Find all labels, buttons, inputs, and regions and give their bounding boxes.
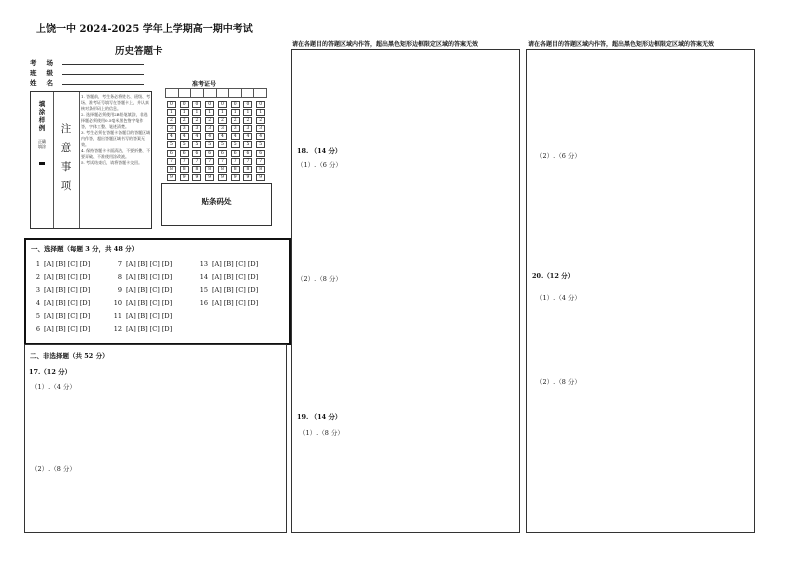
digit-bubble-cell xyxy=(242,117,255,125)
exam-number-cell[interactable] xyxy=(179,88,192,98)
choice-question-11 xyxy=(112,312,172,320)
digit-bubble[interactable]: 3 xyxy=(192,125,201,132)
question-19-label: 19. （14 分） xyxy=(297,413,342,421)
digit-bubble[interactable]: 0 xyxy=(180,101,189,108)
fill-example-correct: 正确填涂 xyxy=(38,139,46,149)
notice-item: 5. 考试结束后，请将答题卡交回。 xyxy=(81,160,143,165)
digit-row xyxy=(165,133,267,141)
digit-bubble-cell xyxy=(178,141,191,149)
info-label: 考场 xyxy=(30,59,63,67)
digit-bubble[interactable]: 6 xyxy=(180,150,189,157)
exam-number-bubble-grid[interactable] xyxy=(165,101,267,182)
digit-bubble[interactable]: 3 xyxy=(205,125,214,132)
exam-number-cell[interactable] xyxy=(191,88,204,98)
digit-bubble-cell xyxy=(254,101,267,109)
digit-bubble[interactable]: 9 xyxy=(205,174,214,181)
digit-bubble[interactable]: 6 xyxy=(243,150,252,157)
question-number: 4 xyxy=(35,299,40,307)
digit-bubble-cell xyxy=(242,166,255,174)
digit-bubble-cell xyxy=(242,158,255,166)
digit-bubble[interactable]: 4 xyxy=(205,133,214,140)
answer-options[interactable]: [A] [B] [C] [D] xyxy=(126,286,173,294)
digit-bubble[interactable]: 9 xyxy=(256,174,265,181)
digit-bubble-cell xyxy=(229,117,242,125)
notice-text xyxy=(81,94,151,166)
digit-bubble[interactable]: 5 xyxy=(256,141,265,148)
choice-question-5 xyxy=(30,312,90,320)
question-18-part-1: （1）.（6 分） xyxy=(297,161,342,169)
exam-number-cell[interactable] xyxy=(254,88,267,98)
digit-bubble-cell xyxy=(216,174,229,182)
question-number: 7 xyxy=(117,260,122,268)
answer-area-warning: 请在各题目的答题区域内作答，超出黑色矩形边框限定区域的答案无效 xyxy=(292,41,479,48)
digit-row xyxy=(165,125,267,133)
digit-bubble-cell xyxy=(254,109,267,117)
digit-bubble-cell xyxy=(203,150,216,158)
digit-bubble[interactable]: 8 xyxy=(231,166,240,173)
digit-row xyxy=(165,166,267,174)
digit-bubble[interactable]: 1 xyxy=(180,109,189,116)
digit-bubble-cell xyxy=(216,117,229,125)
notice-item: 3. 考生必须在答题卡各题目的答题区域内作答，超出答题区域书写的答案无效。 xyxy=(81,130,151,147)
notice-box xyxy=(30,91,152,229)
digit-bubble-cell xyxy=(229,166,242,174)
answer-options[interactable]: [A] [B] [C] [D] xyxy=(44,286,91,294)
digit-bubble[interactable]: 0 xyxy=(218,101,227,108)
digit-bubble-cell xyxy=(191,101,204,109)
digit-bubble-cell xyxy=(165,141,178,149)
digit-row xyxy=(165,174,267,182)
choice-question-4 xyxy=(30,299,90,307)
info-row-name xyxy=(30,78,63,87)
answer-column-2[interactable] xyxy=(291,49,520,533)
choice-question-12 xyxy=(112,325,172,333)
nonchoice-section-title: 二、非选择题（共 52 分） xyxy=(30,352,109,360)
digit-bubble-cell xyxy=(242,101,255,109)
digit-bubble[interactable]: 7 xyxy=(218,158,227,165)
digit-bubble[interactable]: 5 xyxy=(192,141,201,148)
digit-bubble[interactable]: 4 xyxy=(167,133,176,140)
digit-row xyxy=(165,158,267,166)
digit-bubble-cell xyxy=(165,125,178,133)
digit-bubble[interactable]: 2 xyxy=(243,117,252,124)
choice-question-9 xyxy=(112,286,172,294)
notice-title: 注意事项 xyxy=(60,123,72,192)
exam-number-cell[interactable] xyxy=(242,88,255,98)
digit-bubble[interactable]: 3 xyxy=(167,125,176,132)
digit-bubble[interactable]: 6 xyxy=(218,150,227,157)
choice-question-8 xyxy=(112,273,172,281)
digit-bubble-cell xyxy=(203,174,216,182)
digit-bubble[interactable]: 6 xyxy=(192,150,201,157)
digit-bubble-cell xyxy=(191,117,204,125)
digit-bubble-cell xyxy=(191,133,204,141)
digit-bubble-cell xyxy=(191,125,204,133)
digit-bubble-cell xyxy=(178,125,191,133)
digit-bubble[interactable]: 4 xyxy=(192,133,201,140)
class-field[interactable] xyxy=(62,74,144,75)
digit-bubble[interactable]: 5 xyxy=(243,141,252,148)
digit-bubble[interactable]: 9 xyxy=(167,174,176,181)
exam-number-cell[interactable] xyxy=(204,88,217,98)
digit-bubble-cell xyxy=(216,141,229,149)
digit-bubble[interactable]: 6 xyxy=(205,150,214,157)
fill-example-column xyxy=(31,92,54,228)
digit-bubble-cell xyxy=(191,150,204,158)
digit-bubble-cell xyxy=(178,101,191,109)
digit-bubble-cell xyxy=(165,133,178,141)
answer-options[interactable]: [A] [B] [C] [D] xyxy=(126,325,173,333)
digit-bubble[interactable]: 2 xyxy=(205,117,214,124)
digit-bubble[interactable]: 1 xyxy=(218,109,227,116)
digit-bubble[interactable]: 1 xyxy=(243,109,252,116)
digit-bubble[interactable]: 5 xyxy=(167,141,176,148)
digit-bubble-cell xyxy=(229,141,242,149)
choice-question-3 xyxy=(30,286,90,294)
page-title: 上饶一中 2024-2025 学年上学期高一期中考试 xyxy=(36,24,253,35)
exam-number-cell[interactable] xyxy=(217,88,230,98)
question-20-label: 20.（12 分） xyxy=(532,272,575,280)
digit-bubble[interactable]: 2 xyxy=(180,117,189,124)
digit-bubble-cell xyxy=(242,141,255,149)
digit-bubble-cell xyxy=(254,174,267,182)
digit-bubble[interactable]: 2 xyxy=(231,117,240,124)
digit-bubble[interactable]: 4 xyxy=(256,133,265,140)
exam-number-title: 准考证号 xyxy=(192,81,217,88)
digit-bubble-cell xyxy=(216,109,229,117)
digit-bubble-cell xyxy=(203,125,216,133)
digit-bubble-cell xyxy=(216,158,229,166)
digit-bubble[interactable]: 2 xyxy=(192,117,201,124)
digit-bubble-cell xyxy=(191,166,204,174)
choice-question-15 xyxy=(198,286,258,294)
question-20-part-2: （2）.（8 分） xyxy=(536,378,581,386)
digit-bubble-cell xyxy=(178,133,191,141)
digit-bubble[interactable]: 1 xyxy=(192,109,201,116)
digit-bubble-cell xyxy=(165,101,178,109)
digit-bubble-cell xyxy=(254,117,267,125)
answer-options[interactable]: [A] [B] [C] [D] xyxy=(126,260,173,268)
info-label: 姓名 xyxy=(30,79,63,87)
answer-column-3[interactable] xyxy=(526,49,755,533)
digit-bubble[interactable]: 8 xyxy=(243,166,252,173)
info-row-class xyxy=(30,68,63,77)
digit-bubble-cell xyxy=(229,158,242,166)
digit-bubble-cell xyxy=(242,109,255,117)
digit-bubble[interactable]: 7 xyxy=(256,158,265,165)
digit-bubble[interactable]: 5 xyxy=(218,141,227,148)
digit-bubble[interactable]: 8 xyxy=(218,166,227,173)
question-number: 16 xyxy=(199,299,208,307)
digit-bubble[interactable]: 9 xyxy=(243,174,252,181)
exam-number-cell[interactable] xyxy=(165,88,179,98)
digit-bubble[interactable]: 7 xyxy=(231,158,240,165)
digit-bubble-cell xyxy=(254,166,267,174)
digit-bubble-cell xyxy=(178,150,191,158)
filled-mark-icon xyxy=(39,162,45,165)
notice-item: 2. 选择题必须使用2B铅笔填涂，非选择题必须使用0.5毫米黑色签字笔作答，字体工整、笔迹清楚。 xyxy=(81,112,148,129)
digit-bubble[interactable]: 7 xyxy=(243,158,252,165)
digit-bubble[interactable]: 5 xyxy=(180,141,189,148)
digit-row xyxy=(165,109,267,117)
digit-bubble-cell xyxy=(229,125,242,133)
question-number: 11 xyxy=(113,312,122,320)
digit-bubble-cell xyxy=(229,109,242,117)
digit-bubble-cell xyxy=(254,125,267,133)
digit-bubble-cell xyxy=(178,109,191,117)
digit-bubble-cell xyxy=(203,133,216,141)
answer-options[interactable]: [A] [B] [C] [D] xyxy=(126,312,173,320)
answer-options[interactable]: [A] [B] [C] [D] xyxy=(126,273,173,281)
digit-bubble-cell xyxy=(229,133,242,141)
digit-bubble[interactable]: 0 xyxy=(256,101,265,108)
choice-question-1 xyxy=(30,260,90,268)
question-number: 3 xyxy=(35,286,40,294)
digit-bubble-cell xyxy=(203,117,216,125)
digit-bubble-cell xyxy=(203,158,216,166)
answer-options[interactable]: [A] [B] [C] [D] xyxy=(212,286,259,294)
digit-bubble[interactable]: 4 xyxy=(231,133,240,140)
digit-bubble-cell xyxy=(242,150,255,158)
question-number: 8 xyxy=(117,273,122,281)
digit-bubble-cell xyxy=(254,141,267,149)
digit-bubble-cell xyxy=(178,174,191,182)
choice-section xyxy=(24,238,291,345)
digit-bubble-cell xyxy=(242,174,255,182)
digit-bubble-cell xyxy=(191,174,204,182)
digit-bubble[interactable]: 4 xyxy=(218,133,227,140)
exam-room-field[interactable] xyxy=(62,64,144,65)
answer-options[interactable]: [A] [B] [C] [D] xyxy=(212,260,259,268)
question-number: 6 xyxy=(35,325,40,333)
digit-row xyxy=(165,101,267,109)
nonchoice-section[interactable] xyxy=(24,344,287,533)
question-19-part-1: （1）.（8 分） xyxy=(299,429,344,437)
choice-question-13 xyxy=(198,260,258,268)
question-17-part-2: （2）.（8 分） xyxy=(31,465,76,473)
digit-bubble-cell xyxy=(191,158,204,166)
notice-title-column xyxy=(53,92,80,228)
question-number: 1 xyxy=(35,260,40,268)
digit-bubble[interactable]: 1 xyxy=(256,109,265,116)
digit-bubble[interactable]: 5 xyxy=(231,141,240,148)
digit-bubble[interactable]: 9 xyxy=(180,174,189,181)
question-18-part-2: （2）.（8 分） xyxy=(297,275,342,283)
answer-options[interactable]: [A] [B] [C] [D] xyxy=(126,299,173,307)
digit-bubble[interactable]: 1 xyxy=(231,109,240,116)
digit-bubble[interactable]: 5 xyxy=(205,141,214,148)
digit-bubble[interactable]: 3 xyxy=(231,125,240,132)
digit-bubble-cell xyxy=(178,166,191,174)
digit-bubble[interactable]: 0 xyxy=(243,101,252,108)
choice-question-6 xyxy=(30,325,90,333)
digit-bubble-cell xyxy=(216,166,229,174)
answer-options[interactable]: [A] [B] [C] [D] xyxy=(44,325,91,333)
notice-item: 4. 保持答题卡卡面清洁，不要折叠、不要弄破、不准使用涂改液。 xyxy=(81,148,151,159)
digit-bubble[interactable]: 3 xyxy=(180,125,189,132)
digit-bubble[interactable]: 8 xyxy=(205,166,214,173)
digit-bubble-cell xyxy=(254,150,267,158)
digit-bubble-cell xyxy=(216,150,229,158)
question-number: 15 xyxy=(199,286,208,294)
digit-bubble[interactable]: 1 xyxy=(205,109,214,116)
info-label: 班级 xyxy=(30,69,63,77)
digit-bubble[interactable]: 3 xyxy=(256,125,265,132)
info-row-exam-room xyxy=(30,58,63,67)
choice-question-14 xyxy=(198,273,258,281)
exam-number-cell[interactable] xyxy=(229,88,242,98)
digit-row xyxy=(165,150,267,158)
digit-bubble-cell xyxy=(165,166,178,174)
digit-bubble[interactable]: 7 xyxy=(167,158,176,165)
exam-number-write-boxes[interactable] xyxy=(165,88,267,98)
question-number: 13 xyxy=(199,260,208,268)
question-number: 9 xyxy=(117,286,122,294)
digit-bubble[interactable]: 7 xyxy=(180,158,189,165)
answer-options[interactable]: [A] [B] [C] [D] xyxy=(212,273,259,281)
answer-options[interactable]: [A] [B] [C] [D] xyxy=(44,312,91,320)
digit-bubble[interactable]: 0 xyxy=(205,101,214,108)
digit-bubble[interactable]: 8 xyxy=(256,166,265,173)
digit-bubble[interactable]: 6 xyxy=(167,150,176,157)
question-20-part-1: （1）.（4 分） xyxy=(536,294,581,302)
digit-bubble-cell xyxy=(203,141,216,149)
fill-example-title: 填涂样例 xyxy=(38,100,46,132)
answer-area-warning: 请在各题目的答题区域内作答，超出黑色矩形边框限定区域的答案无效 xyxy=(528,41,715,48)
answer-options[interactable]: [A] [B] [C] [D] xyxy=(44,273,91,281)
digit-bubble-cell xyxy=(229,150,242,158)
digit-bubble-cell xyxy=(191,141,204,149)
choice-question-2 xyxy=(30,273,90,281)
digit-row xyxy=(165,117,267,125)
digit-bubble[interactable]: 8 xyxy=(180,166,189,173)
digit-bubble-cell xyxy=(216,133,229,141)
digit-bubble-cell xyxy=(242,125,255,133)
digit-bubble-cell xyxy=(242,133,255,141)
choice-question-7 xyxy=(112,260,172,268)
digit-bubble-cell xyxy=(165,117,178,125)
question-17-part-1: （1）.（4 分） xyxy=(31,383,76,391)
digit-bubble[interactable]: 4 xyxy=(243,133,252,140)
digit-bubble[interactable]: 9 xyxy=(218,174,227,181)
digit-bubble-cell xyxy=(203,101,216,109)
digit-bubble-cell xyxy=(216,101,229,109)
question-number: 10 xyxy=(113,299,122,307)
digit-bubble-cell xyxy=(165,158,178,166)
digit-bubble[interactable]: 6 xyxy=(231,150,240,157)
digit-bubble-cell xyxy=(203,166,216,174)
digit-bubble-cell xyxy=(254,158,267,166)
choice-question-16 xyxy=(198,299,258,307)
question-number: 14 xyxy=(199,273,208,281)
notice-item: 1. 答题前，考生务必将姓名、班级、考场、准考证号填写在答题卡上，并认真核对条形码上的信息。 xyxy=(81,94,151,111)
digit-bubble[interactable]: 0 xyxy=(231,101,240,108)
digit-bubble[interactable]: 8 xyxy=(192,166,201,173)
question-18-label: 18. （14 分） xyxy=(297,147,342,155)
digit-bubble[interactable]: 2 xyxy=(218,117,227,124)
barcode-label: 贴条码处 xyxy=(201,197,232,206)
digit-bubble[interactable]: 9 xyxy=(192,174,201,181)
digit-bubble[interactable]: 0 xyxy=(192,101,201,108)
digit-bubble-cell xyxy=(165,174,178,182)
digit-bubble[interactable]: 6 xyxy=(256,150,265,157)
digit-bubble[interactable]: 8 xyxy=(167,166,176,173)
digit-bubble[interactable]: 7 xyxy=(205,158,214,165)
question-number: 2 xyxy=(35,273,40,281)
digit-row xyxy=(165,141,267,149)
digit-bubble-cell xyxy=(254,133,267,141)
question-17-label: 17.（12 分） xyxy=(29,368,72,376)
digit-bubble-cell xyxy=(178,117,191,125)
digit-bubble-cell xyxy=(229,101,242,109)
digit-bubble[interactable]: 7 xyxy=(192,158,201,165)
digit-bubble-cell xyxy=(191,109,204,117)
digit-bubble[interactable]: 3 xyxy=(218,125,227,132)
name-field[interactable] xyxy=(62,84,144,85)
digit-bubble[interactable]: 1 xyxy=(167,109,176,116)
answer-options[interactable]: [A] [B] [C] [D] xyxy=(44,260,91,268)
digit-bubble[interactable]: 9 xyxy=(231,174,240,181)
digit-bubble[interactable]: 3 xyxy=(243,125,252,132)
question-18-part-3: （2）.（6 分） xyxy=(536,152,581,160)
question-number: 5 xyxy=(35,312,40,320)
choice-section-title: 一、选择题（每题 3 分，共 48 分） xyxy=(31,245,139,253)
answer-options[interactable]: [A] [B] [C] [D] xyxy=(44,299,91,307)
digit-bubble-cell xyxy=(203,109,216,117)
question-number: 12 xyxy=(113,325,122,333)
digit-bubble[interactable]: 2 xyxy=(167,117,176,124)
digit-bubble[interactable]: 0 xyxy=(167,101,176,108)
answer-options[interactable]: [A] [B] [C] [D] xyxy=(212,299,259,307)
answer-sheet-subtitle: 历史答题卡 xyxy=(115,46,163,57)
digit-bubble-cell xyxy=(165,150,178,158)
digit-bubble[interactable]: 4 xyxy=(180,133,189,140)
digit-bubble-cell xyxy=(178,158,191,166)
digit-bubble[interactable]: 2 xyxy=(256,117,265,124)
choice-question-10 xyxy=(112,299,172,307)
digit-bubble-cell xyxy=(165,109,178,117)
barcode-area xyxy=(161,183,272,226)
digit-bubble-cell xyxy=(229,174,242,182)
digit-bubble-cell xyxy=(216,125,229,133)
